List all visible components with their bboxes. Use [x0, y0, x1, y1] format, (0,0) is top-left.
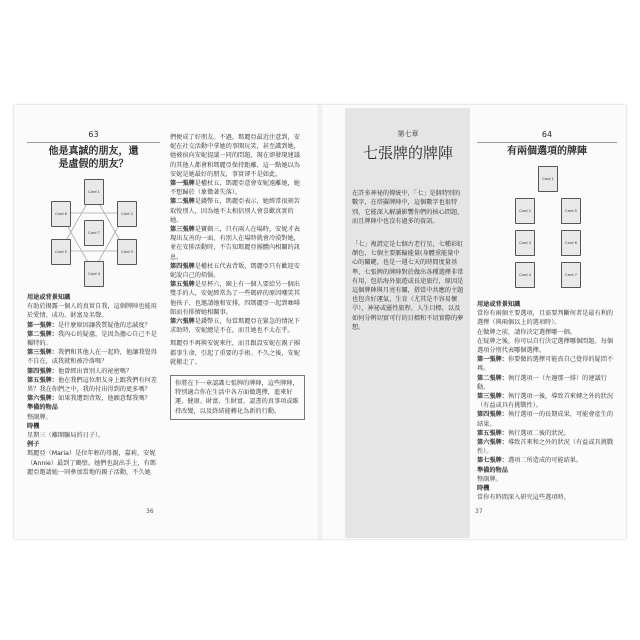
section-heading: 用途或背景知識 — [477, 301, 521, 308]
card-line: 第二張牌：執行選項一（左邊那一排）的建議行動。 — [477, 374, 607, 391]
left-column-2 — [170, 133, 305, 420]
spread-title: 有兩個選項的牌陣 — [507, 146, 587, 157]
section-heading: 時機 — [27, 422, 40, 430]
body-text: 們便成了好朋友。不過，瑪麗亞最近注意到，安妮在社交活動中拿她的事開玩笑，甚至識到她，她被宿向安妮提議一同的問題，現在卻發現建議的其他人都會和瑪麗亞保持距離，這一點她以為安妮是她最好的朋友，事實卻不是如此。 — [170, 134, 300, 178]
spread-title-line-1: 他是真誠的朋友，還 — [48, 146, 139, 157]
card-4: Card 4 — [515, 262, 535, 288]
note-text: 你將在下一章認識七張牌的牌陣，這些牌陣，特別適合你在生活中各方面做選擇，進來好運、健康、財富、生財富，認書的真事項或維持改變，以及終結能轉化為新的行動。 — [175, 380, 299, 415]
body-text: 星期三（離開驅局的日子）。 — [27, 432, 105, 440]
section-heading: 用途或背景知識 — [27, 294, 71, 301]
spread-number: 63 — [88, 130, 99, 139]
card-4: Card 4 — [84, 261, 104, 287]
card-line: 第五張牌：執行選項二後的狀況。 — [477, 429, 570, 437]
body-text: 有助於揭露一個人的真實自我，這個牌陣也能用於愛情、成功、財富及名聲。 — [27, 303, 157, 320]
section-heading: 時機 — [477, 485, 490, 493]
body-text: 在做牌之前，請你決定選擇哪一個。 — [477, 328, 576, 336]
card-6: Card 6 — [561, 230, 581, 256]
right-column-2 — [477, 130, 617, 502]
two-option-diagram — [477, 162, 617, 300]
body-text: 瑪麗亞（Maria）是位年輕的母親，嘉莉，安妮（Annie）最到了鶴壁。她們也說出手上，有瑪麗亞邀請她一同參加當地的親子活動，不久她 — [27, 450, 156, 476]
card-line: 第一張牌是權杖五，瑪麗亞意會安妮遠離她，她不想歸於（象徵著失落）。 — [170, 180, 300, 197]
card-line: 第五張牌：他在我們這位朋友身上跟我們有何差異？我在你們之中，我的付出得到的更多嗎？ — [27, 376, 157, 394]
chapter-title: 七張牌的牌陣 — [362, 144, 453, 163]
spread-title-line-2: 是虛假的朋友？ — [58, 159, 129, 170]
card-line: 第二張牌是錢幣五，瑪麗亞表示，她經常很刻苦取悅別人，因為她不太相信別人會喜歡真實的她。 — [170, 198, 300, 224]
chapter-intro: 在許多神祕的傳統中，「七」是個特別的數字，在塔羅牌陣中，這個數字也很特別，它能深入解讀影響你們的核心問題，而且牌陣中也沒有過多的資訊。 — [352, 190, 464, 225]
book-gutter — [318, 105, 322, 539]
body-text: 在疑牌之後，你可以自行決定選擇哪個問題。每個選項分別代表哪個選擇。 — [477, 337, 614, 355]
section-heading: 例子 — [27, 441, 40, 449]
card-1: Card 1 — [84, 179, 104, 205]
card-5: Card 5 — [51, 239, 71, 265]
note-box — [170, 375, 305, 420]
hexagram-diagram — [27, 175, 160, 293]
card-line: 第四張牌：執行選項一的長期成果，可能會產生的結果。 — [477, 411, 614, 428]
card-line: 第三張牌：我們和其他人在一起時，他讓我覺得不自在，或我就和被冷落嗎？ — [27, 349, 157, 366]
card-6: Card 6 — [51, 201, 71, 227]
card-line: 第四張牌是權杖五代表背叛，瑪麗亞只有歡迎安妮說自己的煩惱。 — [170, 262, 300, 280]
card-line: 第一張牌：你要做的選擇可能真自己覺得的疑問不再。 — [477, 356, 614, 373]
body-text: 整副牌。 — [27, 413, 52, 421]
card-line: 第四張牌：他曾經出賣別人的祕密嗎？ — [27, 367, 133, 375]
card-7: Card 7 — [84, 220, 104, 246]
card-line: 第一張牌：是什麼原因讓我質疑他的忠誠度？ — [27, 321, 151, 329]
card-line: 第三張牌：執行選項一後，導致首來轉之外的狀況（有益或具有挑戰性）。 — [477, 393, 614, 410]
chapter-label: 第七章 — [397, 130, 419, 138]
card-2: Card 2 — [117, 201, 137, 227]
chapter-column — [352, 130, 464, 332]
card-7: Card 7 — [561, 262, 581, 288]
body-text: 當你有時間深入研究這些選項時。 — [477, 494, 570, 502]
page-number-right: 37 — [475, 508, 483, 515]
card-3: Card 3 — [515, 230, 535, 256]
body-text: 瑪麗亞不再與安妮來往，而且跟設安妮在親子團都事生命，引起了重要的手術。不久之後，安妮就搬走了。 — [170, 340, 300, 366]
body-text: 整副牌。 — [477, 475, 502, 483]
card-line: 第七張牌：選項二所造成的可能結果。 — [477, 457, 583, 465]
card-line: 第六張牌：如果我遭到背叛，他願意幫我嗎？ — [27, 395, 151, 403]
card-line: 第五張牌是星杯六，園上有一個人要給另一個出雙手的人，安妮經常為了一些碼碎的原因嘲笑其他孩子、也邀請她和安排，四瑪麗亞一起到咖啡館而有排擠她相關事。 — [170, 281, 300, 316]
chapter-body: 「七」複證定是七個古老行星，七種彩虹顏色，七個主要脈輪能量(身體重能量中心的關鍵，也是一週七天的時間度量基準，七張牌的牌陣對於做出各種選擇非常有用，包括海外旅遊或長途旅行，原因是這個牌陣與月亮有關，搭當中共應的主題也包含好運氣、生育（尤其是不容易懷孕），神祕或靈性旅程、人生目標，以及如何分辨切實可行的目標和不切實際的夢想。 — [352, 241, 464, 331]
card-line: 第二張牌：我內心的疑慮，是因為擔心自己不是獨特的。 — [27, 330, 157, 348]
spread-number: 64 — [541, 130, 553, 139]
section-heading: 準備的物品 — [477, 466, 508, 474]
card-line: 第六張牌是錢幣五，每當瑪麗亞在緊急的情況下求助時，安妮總是不在，而且她也不太在乎。 — [170, 318, 300, 335]
left-column-1 — [27, 130, 160, 477]
section-heading: 準備的物品 — [27, 404, 58, 412]
card-2: Card 2 — [515, 198, 535, 224]
card-1: Card 1 — [538, 166, 558, 192]
divider — [27, 142, 160, 143]
card-3: Card 3 — [117, 239, 137, 265]
page-number-left: 36 — [146, 508, 154, 515]
body-text: 當你有兩個主要選項，且需要判斷何者是最有利的選擇（與兩個以上的選項時）。 — [477, 310, 614, 327]
card-line: 第六張牌：導致首來和之外的狀況（有益或具挑戰性）。 — [477, 439, 614, 456]
divider — [477, 142, 617, 143]
card-line: 第三張牌是寶劍三，只有兩人在場時，安妮才表現出友善的一面，有別人在場時就會冷漠對她，並在安排活動時，不告知瑪麗亞團體內相關的訊息。 — [170, 226, 300, 261]
card-5: Card 5 — [561, 198, 581, 224]
